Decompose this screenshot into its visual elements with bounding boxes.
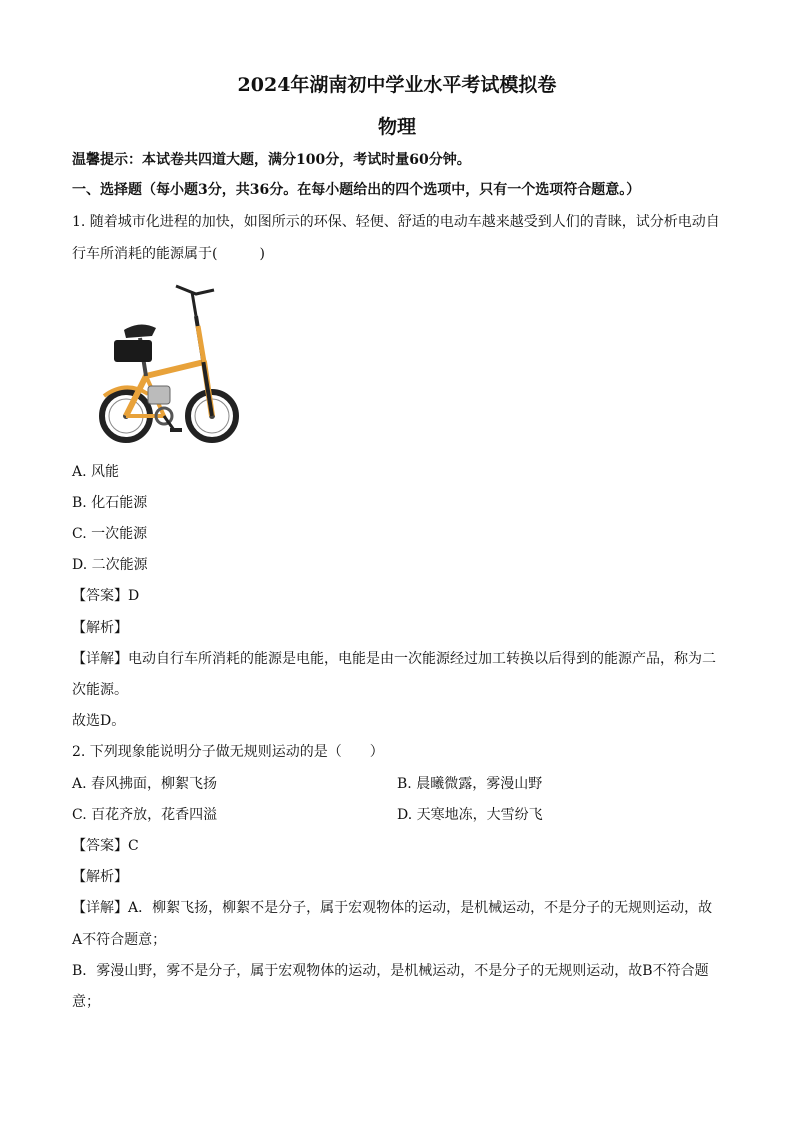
q2-answer: 【答案】C — [72, 838, 139, 854]
section-heading: 一、选择题（每小题3分，共36分。在每小题给出的四个选项中，只有一个选项符合题意。） — [72, 182, 641, 198]
q2-stem: 2. 下列现象能说明分子做无规则运动的是（ ） — [72, 744, 384, 760]
q2-option-b: B. 晨曦微露，雾漫山野 — [397, 776, 543, 792]
subject-title: 物理 — [377, 116, 416, 138]
q1-option-a: A. 风能 — [72, 464, 120, 480]
q1-detail-line2: 次能源。 — [72, 682, 128, 698]
q2-option-d: D. 天寒地冻，大雪纷飞 — [397, 807, 543, 823]
q2-option-a: A. 春风拂面，柳絮飞扬 — [72, 776, 218, 792]
q2-analysis-label: 【解析】 — [72, 869, 128, 885]
q2-detail-line1: 【详解】A．柳絮飞扬，柳絮不是分子，属于宏观物体的运动，是机械运动，不是分子的无规则运动，故 — [72, 900, 713, 916]
q2-detail-line3: B．雾漫山野，雾不是分子，属于宏观物体的运动，是机械运动，不是分子的无规则运动，故B不符合题 — [72, 963, 709, 979]
warm-tip: 温馨提示：本试卷共四道大题，满分100分，考试时量60分钟。 — [72, 152, 471, 168]
q1-analysis-label: 【解析】 — [72, 620, 128, 636]
q1-conclusion: 故选D。 — [72, 713, 126, 729]
q1-option-d: D. 二次能源 — [72, 557, 148, 573]
q1-option-b: B. 化石能源 — [72, 495, 148, 511]
q1-detail-line1: 【详解】电动自行车所消耗的能源是电能，电能是由一次能源经过加工转换以后得到的能源产品，称为二 — [72, 651, 716, 667]
q1-answer: 【答案】D — [72, 588, 140, 604]
q1-stem-line2: 行车所消耗的能源属于( ) — [72, 246, 265, 262]
q2-option-c: C. 百花齐放，花香四溢 — [72, 807, 218, 823]
q2-detail-line2: A不符合题意； — [72, 932, 167, 948]
electric-bicycle-image — [96, 276, 244, 448]
q2-detail-line4: 意； — [72, 994, 100, 1010]
q1-stem-line1: 1. 随着城市化进程的加快，如图所示的环保、轻便、舒适的电动车越来越受到人们的青睐，试分析电动自 — [72, 214, 720, 230]
exam-title: 2024年湖南初中学业水平考试模拟卷 — [237, 74, 557, 96]
q1-option-c: C. 一次能源 — [72, 526, 148, 542]
